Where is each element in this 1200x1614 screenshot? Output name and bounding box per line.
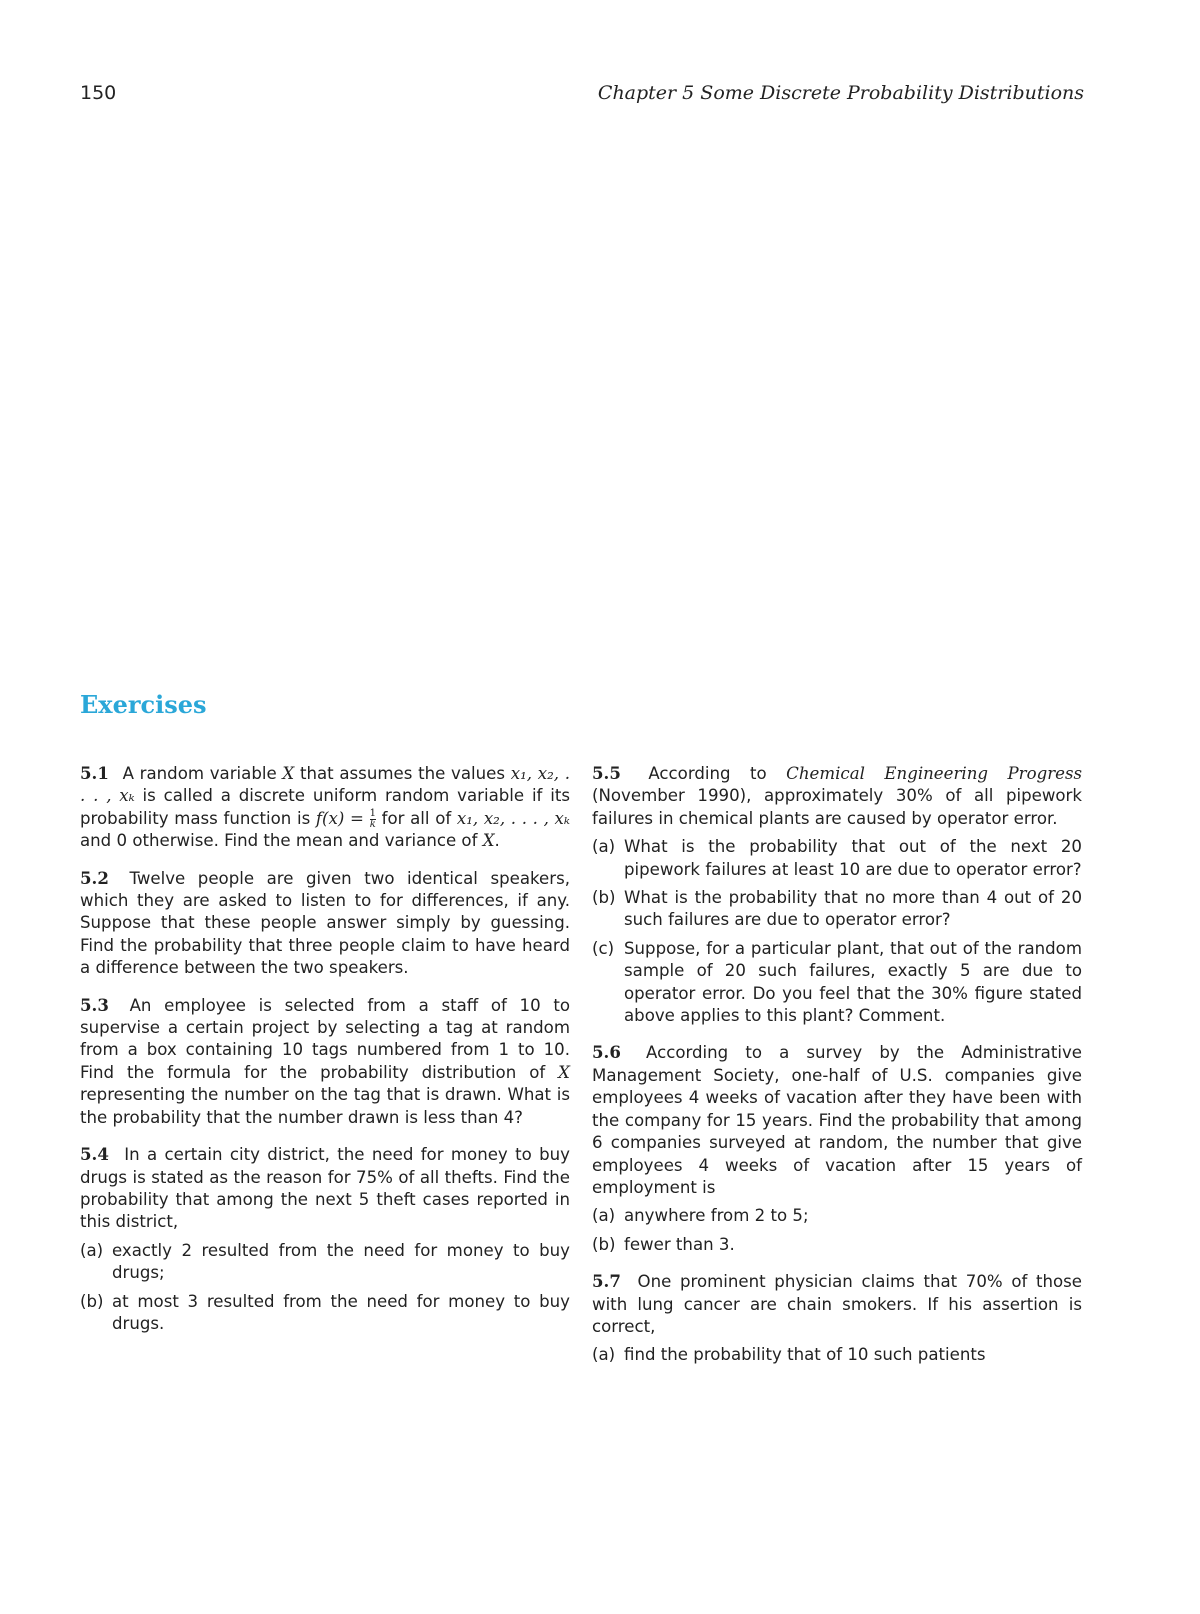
exercise-text: According to a survey by the Administrative Management Society, one-half of U.S. companies give employees 4 weeks of vacation after they have been with the company for 15 years. Find the probability that among 6 companies surveyed at random, the number that give employees 4 weeks of vacation after 15 years of employment is <box>592 1043 1082 1197</box>
exercise-5-4 <box>80 1143 570 1335</box>
right-column <box>592 762 1082 1381</box>
exercise-part: (b) What is the probability that no more than 4 out of 20 such failures are due to operator error? <box>592 888 1082 930</box>
math-sequence: x₁, x₂, . . . , xₖ <box>80 764 570 806</box>
exercise-text: Twelve people are given two identical speakers, which they are asked to listen to for differences, if any. Suppose that these people answer simply by guessing. Find the probability that three people claim to have heard a difference between the two speakers. <box>80 868 570 978</box>
math-variable: X <box>558 1062 570 1082</box>
math-variable: X <box>282 764 295 783</box>
journal-title: Chemical Engineering Progress <box>786 764 1082 783</box>
exercise-number: 5.2 <box>80 867 109 888</box>
exercise-part: (a) anywhere from 2 to 5; <box>592 1206 809 1226</box>
exercise-part: (a) What is the probability that out of the next 20 pipework failures at least 10 are due to operator error? <box>592 837 1082 879</box>
exercise-5-5: 5.5 According to Chemical Engineering Progress (November 1990), approximately 30% of all pipework failures in chemical plants are caused by operator error. (a) What is the probability that out of the next 20 pipework failures at least 10 are due to operator error? (b) What is the probability that no more than 4 out of 20 such failures are due to operator error? (c) Suppose, for a particular plant, that out of the random sample of 20 such failures, exactly 5 are due to operator error. Do you feel that the 30% figure stated above applies to this plant? Comment. <box>592 762 1082 1027</box>
exercise-part: (a) find the probability that of 10 such patients <box>592 1345 986 1365</box>
exercise-text: In a certain city district, the need for money to buy drugs is stated as the reason for 75% of all thefts. Find the probability that among the next 5 theft cases reported in this district, <box>80 1145 570 1232</box>
exercise-number: 5.7 <box>592 1271 621 1292</box>
exercise-number: 5.3 <box>80 994 109 1015</box>
exercise-5-1 <box>80 762 570 853</box>
exercise-parts <box>592 1205 1082 1256</box>
exercise-parts <box>80 1240 570 1336</box>
exercise-number: 5.5 <box>592 763 621 783</box>
left-column <box>80 762 570 1349</box>
math-fraction: $\frac{1}{k}$ <box>369 807 376 830</box>
exercise-part: (a) exactly 2 resulted from the need for money to buy drugs; <box>80 1240 570 1283</box>
section-title: Exercises <box>80 690 207 719</box>
exercise-5-6 <box>592 1041 1082 1256</box>
exercise-part: (b) at most 3 resulted from the need for money to buy drugs. <box>80 1291 570 1333</box>
math-variable: X <box>482 831 495 851</box>
page-number: 150 <box>80 82 117 104</box>
exercise-number: 5.6 <box>592 1042 621 1063</box>
exercise-number: 5.1 <box>80 763 109 783</box>
running-head: Chapter 5 Some Discrete Probability Distributions <box>597 82 1084 104</box>
exercise-part: (c) Suppose, for a particular plant, that out of the random sample of 20 such failures, exactly 5 are due to operator error. Do you feel that the 30% figure stated above applies to this plant? Comment. <box>592 938 1082 1026</box>
exercise-text: One prominent physician claims that 70% of those with lung cancer are chain smokers. If his assertion is correct, <box>592 1272 1082 1336</box>
exercise-5-3: 5.3 An employee is selected from a staff of 10 to supervise a certain project by selecting a tag at random from a box containing 10 tags numbered from 1 to 10. Find the formula for the probability distribution of X representing the number on the tag that is drawn. What is the probability that the number drawn is less than 4? <box>80 994 571 1127</box>
exercise-5-1-text: 5.1 A random variable X that assumes the values x₁, x₂, . . . , xₖ is called a discrete uniform random variable if its probability mass function is f(x) = $\frac{1}{k}$ for all of x₁, x₂, . . . , xₖ and 0 otherwise. Find the mean and variance of X. <box>80 763 570 851</box>
exercise-5-7 <box>592 1270 1082 1367</box>
exercise-5-2 <box>80 867 570 980</box>
math-function: f(x) = <box>315 808 364 828</box>
math-sequence: x₁, x₂, . . . , xₖ <box>456 808 570 828</box>
exercise-number: 5.4 <box>80 1144 109 1165</box>
exercise-parts <box>592 836 1082 1027</box>
exercise-part: (b) fewer than 3. <box>592 1234 735 1254</box>
exercise-parts <box>592 1344 1082 1366</box>
